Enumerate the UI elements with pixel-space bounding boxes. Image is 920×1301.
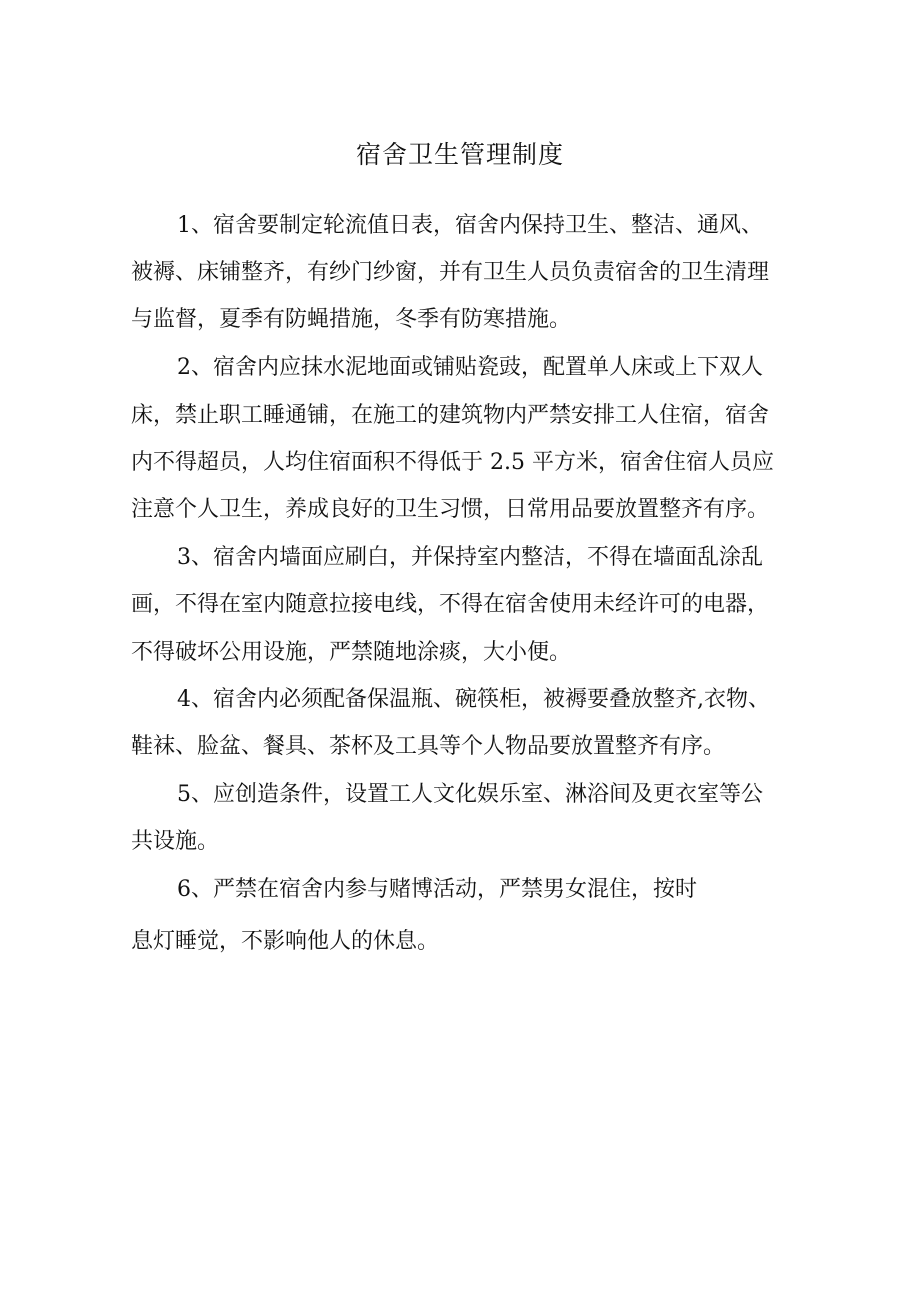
rule-4-line-1: 4、宿舍内必须配备保温瓶、碗筷柜，被褥要叠放整齐,衣物、 <box>177 687 770 712</box>
rule-3-line-3: 不得破坏公用设施，严禁随地涂痰，大小便。 <box>131 640 572 665</box>
rule-1-line-2: 被褥、床铺整齐，有纱门纱窗，并有卫生人员负责宿舍的卫生清理 <box>131 260 770 285</box>
rule-2-line-4: 注意个人卫生，养成良好的卫生习惯，日常用品要放置整齐有序。 <box>131 497 770 522</box>
rule-2-line-2: 床，禁止职工睡通铺，在施工的建筑物内严禁安排工人住宿，宿舍 <box>131 403 770 428</box>
rule-6-line-1: 6、严禁在宿舍内参与赌博活动，严禁男女混住，按时 <box>177 877 697 902</box>
rule-3-line-2: 画，不得在室内随意拉接电线，不得在宿舍使用未经许可的电器， <box>131 592 770 617</box>
rule-1-line-1: 1、宿舍要制定轮流值日表，宿舍内保持卫生、整洁、通风、 <box>177 213 763 238</box>
document-title: 宿舍卫生管理制度 <box>355 140 564 169</box>
rule-2-line-3: 内不得超员，人均住宿面积不得低于 2.5 平方米，宿舍住宿人员应 <box>131 450 774 475</box>
rule-6-line-2: 息灯睡觉，不影响他人的休息。 <box>131 929 440 954</box>
rule-5-line-2: 共设施。 <box>131 829 220 854</box>
rule-5-line-1: 5、应创造条件，设置工人文化娱乐室、淋浴间及更衣室等公 <box>177 782 763 807</box>
rule-1-line-3: 与监督，夏季有防蝇措施，冬季有防寒措施。 <box>131 307 572 332</box>
rule-3-line-1: 3、宿舍内墙面应刷白，并保持室内整洁，不得在墙面乱涂乱 <box>177 545 763 570</box>
rule-4-line-2: 鞋袜、脸盆、餐具、茶杯及工具等个人物品要放置整齐有序。 <box>131 734 726 759</box>
rule-2-line-1: 2、宿舍内应抹水泥地面或铺贴瓷豉，配置单人床或上下双人 <box>177 355 763 380</box>
